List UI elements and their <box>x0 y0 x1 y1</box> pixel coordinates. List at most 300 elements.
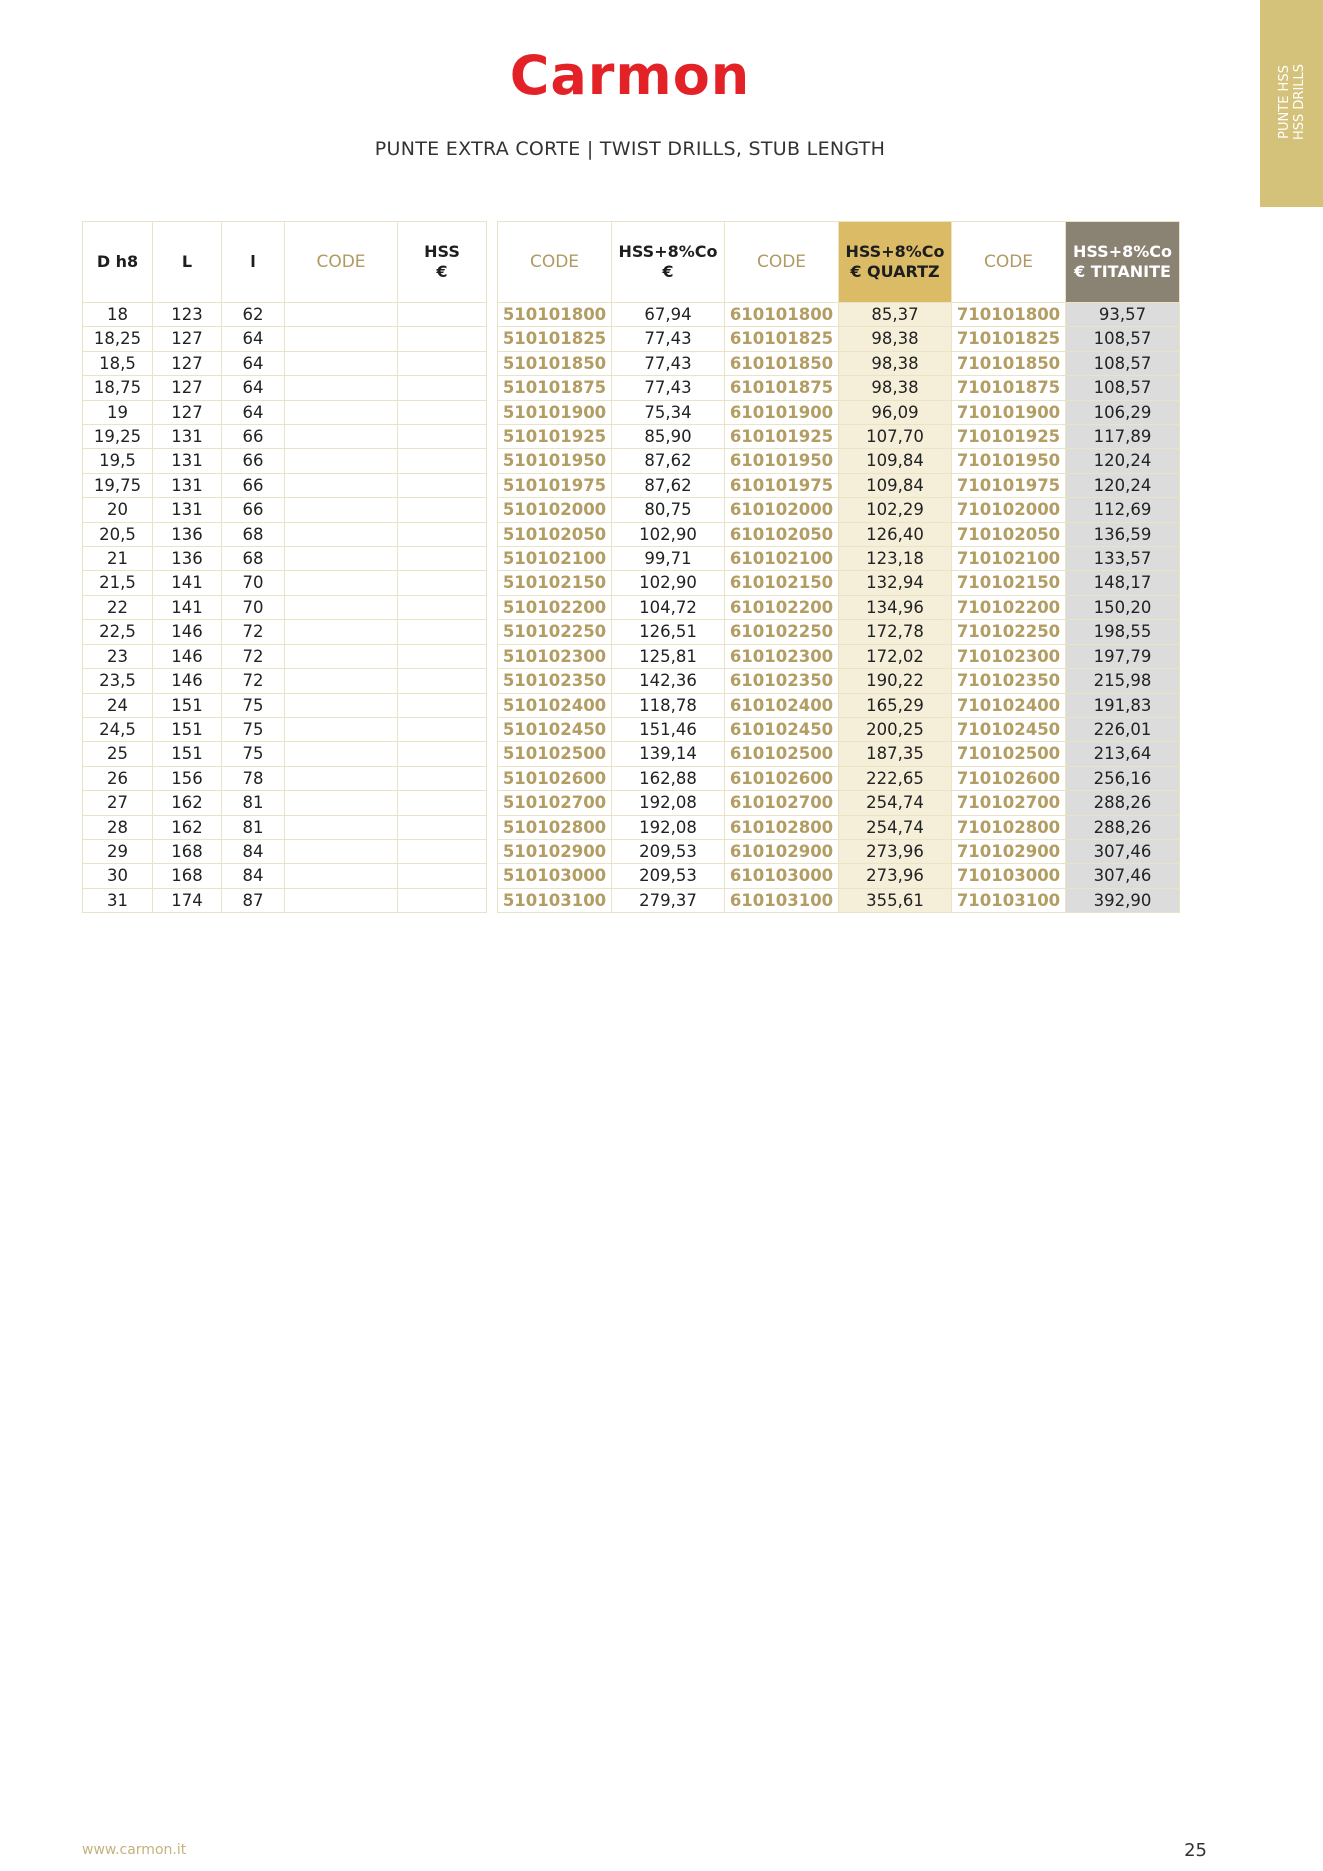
cell-length-total: 136 <box>153 547 222 571</box>
cell-code <box>285 522 398 546</box>
cell-code-quartz: 610102900 <box>725 839 839 863</box>
cell-length-flute: 66 <box>222 473 285 497</box>
cell-code-titanite: 710102150 <box>952 571 1066 595</box>
cell-code-titanite: 710101900 <box>952 400 1066 424</box>
col-header-hss-co-price: HSS+8%Co € <box>612 222 725 303</box>
cell-quartz-price: 187,35 <box>839 742 952 766</box>
cell-code-titanite: 710101975 <box>952 473 1066 497</box>
cell-hss-price <box>398 742 487 766</box>
cell-length-flute: 78 <box>222 766 285 790</box>
col-header-hss-price <box>398 222 487 303</box>
table-row <box>83 473 487 497</box>
table-row <box>83 864 487 888</box>
cell-diameter: 19 <box>83 400 153 424</box>
cell-hss-co-price: 87,62 <box>612 449 725 473</box>
cell-quartz-price: 107,70 <box>839 425 952 449</box>
table-row <box>498 327 1180 351</box>
cell-hss-price <box>398 351 487 375</box>
cell-code-hss-co: 510102500 <box>498 742 612 766</box>
cell-code-hss-co: 510102900 <box>498 839 612 863</box>
cell-hss-co-price: 77,43 <box>612 376 725 400</box>
cell-code-quartz: 610102250 <box>725 620 839 644</box>
cell-code <box>285 815 398 839</box>
cell-code <box>285 595 398 619</box>
table-row <box>83 400 487 424</box>
table-row <box>498 303 1180 327</box>
cell-titanite-price: 120,24 <box>1066 473 1180 497</box>
cell-hss-price <box>398 693 487 717</box>
cell-diameter: 19,25 <box>83 425 153 449</box>
cell-hss-price <box>398 522 487 546</box>
cell-hss-co-price: 104,72 <box>612 595 725 619</box>
cell-hss-co-price: 75,34 <box>612 400 725 424</box>
col-header-diameter: D h8 <box>83 222 153 303</box>
cell-hss-co-price: 80,75 <box>612 498 725 522</box>
cell-length-flute: 75 <box>222 742 285 766</box>
cell-hss-price <box>398 766 487 790</box>
table-row <box>498 669 1180 693</box>
table-row <box>498 888 1180 912</box>
header-row <box>83 222 487 303</box>
table-row <box>83 742 487 766</box>
cell-quartz-price: 109,84 <box>839 473 952 497</box>
table-row <box>498 449 1180 473</box>
cell-code-quartz: 610102000 <box>725 498 839 522</box>
cell-code-titanite: 710102050 <box>952 522 1066 546</box>
cell-hss-co-price: 126,51 <box>612 620 725 644</box>
col-header-quartz-price: HSS+8%Co € QUARTZ <box>839 222 952 303</box>
cell-diameter: 30 <box>83 864 153 888</box>
cell-code <box>285 376 398 400</box>
cell-diameter: 18,5 <box>83 351 153 375</box>
cell-diameter: 20,5 <box>83 522 153 546</box>
cell-titanite-price: 215,98 <box>1066 669 1180 693</box>
cell-titanite-price: 256,16 <box>1066 766 1180 790</box>
cell-code <box>285 400 398 424</box>
cell-code-quartz: 610102350 <box>725 669 839 693</box>
cell-quartz-price: 254,74 <box>839 791 952 815</box>
cell-code-hss-co: 510101850 <box>498 351 612 375</box>
cell-code-titanite: 710101825 <box>952 327 1066 351</box>
cell-length-total: 131 <box>153 473 222 497</box>
cell-length-flute: 72 <box>222 669 285 693</box>
cell-code-hss-co: 510101925 <box>498 425 612 449</box>
table-row <box>83 669 487 693</box>
cell-hss-price <box>398 791 487 815</box>
cell-quartz-price: 123,18 <box>839 547 952 571</box>
cell-length-total: 136 <box>153 522 222 546</box>
cell-code <box>285 791 398 815</box>
cell-code-quartz: 610101875 <box>725 376 839 400</box>
cell-diameter: 21,5 <box>83 571 153 595</box>
table-row <box>83 498 487 522</box>
cell-quartz-price: 355,61 <box>839 888 952 912</box>
cell-length-flute: 64 <box>222 351 285 375</box>
cell-diameter: 26 <box>83 766 153 790</box>
cell-hss-price <box>398 620 487 644</box>
cell-code-quartz: 610102700 <box>725 791 839 815</box>
cell-hss-co-price: 151,46 <box>612 717 725 741</box>
cell-code-quartz: 610103000 <box>725 864 839 888</box>
hss-label: HSS <box>424 242 460 261</box>
cell-code-titanite: 710102500 <box>952 742 1066 766</box>
cell-code-titanite: 710101925 <box>952 425 1066 449</box>
cell-titanite-price: 307,46 <box>1066 864 1180 888</box>
table-row <box>83 522 487 546</box>
cell-diameter: 18 <box>83 303 153 327</box>
cell-code-hss-co: 510101875 <box>498 376 612 400</box>
cell-code-quartz: 610101900 <box>725 400 839 424</box>
cell-titanite-price: 136,59 <box>1066 522 1180 546</box>
table-row <box>498 644 1180 668</box>
cell-hss-price <box>398 449 487 473</box>
table-row <box>83 327 487 351</box>
cell-code <box>285 327 398 351</box>
cell-diameter: 24,5 <box>83 717 153 741</box>
cell-quartz-price: 85,37 <box>839 303 952 327</box>
cell-length-total: 151 <box>153 717 222 741</box>
cell-code-titanite: 710102900 <box>952 839 1066 863</box>
cell-titanite-price: 392,90 <box>1066 888 1180 912</box>
cell-titanite-price: 148,17 <box>1066 571 1180 595</box>
cell-length-flute: 64 <box>222 400 285 424</box>
cell-diameter: 18,25 <box>83 327 153 351</box>
cell-hss-co-price: 209,53 <box>612 864 725 888</box>
section-tab <box>1260 0 1323 207</box>
table-row <box>498 571 1180 595</box>
col-header-length-total: L <box>153 222 222 303</box>
cell-code-titanite: 710102100 <box>952 547 1066 571</box>
col-header-code: CODE <box>952 222 1066 303</box>
col-header-titanite-price: HSS+8%Co € TITANITE <box>1066 222 1180 303</box>
cell-code-quartz: 610101825 <box>725 327 839 351</box>
cell-length-flute: 84 <box>222 839 285 863</box>
cell-hss-price <box>398 644 487 668</box>
table-row <box>498 351 1180 375</box>
cell-code-hss-co: 510102450 <box>498 717 612 741</box>
cell-diameter: 23,5 <box>83 669 153 693</box>
cell-length-total: 146 <box>153 669 222 693</box>
cell-quartz-price: 126,40 <box>839 522 952 546</box>
cell-length-total: 168 <box>153 839 222 863</box>
table-row <box>498 473 1180 497</box>
cell-diameter: 18,75 <box>83 376 153 400</box>
cell-titanite-price: 106,29 <box>1066 400 1180 424</box>
table-row <box>83 425 487 449</box>
cell-length-flute: 72 <box>222 644 285 668</box>
cell-titanite-price: 112,69 <box>1066 498 1180 522</box>
table-row <box>83 815 487 839</box>
cell-length-total: 146 <box>153 620 222 644</box>
table-row <box>498 498 1180 522</box>
cell-code-hss-co: 510103100 <box>498 888 612 912</box>
table-row <box>83 693 487 717</box>
cell-diameter: 23 <box>83 644 153 668</box>
table-row <box>498 693 1180 717</box>
cell-length-flute: 66 <box>222 498 285 522</box>
cell-hss-price <box>398 717 487 741</box>
cell-code-titanite: 710102400 <box>952 693 1066 717</box>
cell-code <box>285 571 398 595</box>
cell-code <box>285 766 398 790</box>
cell-length-flute: 70 <box>222 571 285 595</box>
cell-hss-co-price: 99,71 <box>612 547 725 571</box>
cell-hss-price <box>398 571 487 595</box>
cell-hss-price <box>398 595 487 619</box>
cell-length-flute: 87 <box>222 888 285 912</box>
cell-code <box>285 669 398 693</box>
cell-quartz-price: 132,94 <box>839 571 952 595</box>
table-row <box>83 766 487 790</box>
table-row <box>83 303 487 327</box>
cell-code-hss-co: 510102600 <box>498 766 612 790</box>
cell-length-total: 123 <box>153 303 222 327</box>
cell-hss-price <box>398 547 487 571</box>
cell-length-total: 127 <box>153 327 222 351</box>
cell-hss-price <box>398 888 487 912</box>
cell-code-hss-co: 510101950 <box>498 449 612 473</box>
cell-code-titanite: 710102200 <box>952 595 1066 619</box>
cell-code-hss-co: 510102200 <box>498 595 612 619</box>
table-row <box>83 449 487 473</box>
cell-code-hss-co: 510101975 <box>498 473 612 497</box>
cell-diameter: 21 <box>83 547 153 571</box>
cell-code-hss-co: 510102150 <box>498 571 612 595</box>
cell-code-titanite: 710102450 <box>952 717 1066 741</box>
cell-code-quartz: 610101975 <box>725 473 839 497</box>
cell-code <box>285 839 398 863</box>
table-row <box>498 864 1180 888</box>
cell-code-titanite: 710103000 <box>952 864 1066 888</box>
cell-hss-co-price: 162,88 <box>612 766 725 790</box>
table-row <box>498 522 1180 546</box>
cell-length-total: 141 <box>153 595 222 619</box>
cell-titanite-price: 213,64 <box>1066 742 1180 766</box>
cell-hss-co-price: 279,37 <box>612 888 725 912</box>
cell-titanite-price: 150,20 <box>1066 595 1180 619</box>
cell-length-flute: 64 <box>222 327 285 351</box>
cell-quartz-price: 98,38 <box>839 376 952 400</box>
cell-code-titanite: 710101850 <box>952 351 1066 375</box>
cell-quartz-price: 134,96 <box>839 595 952 619</box>
cell-length-total: 168 <box>153 864 222 888</box>
cell-code-quartz: 610102050 <box>725 522 839 546</box>
cell-quartz-price: 273,96 <box>839 864 952 888</box>
cell-code <box>285 547 398 571</box>
cell-hss-co-price: 102,90 <box>612 522 725 546</box>
table-row <box>498 547 1180 571</box>
section-tab-line2: HSS DRILLS <box>1291 63 1307 141</box>
cell-diameter: 19,5 <box>83 449 153 473</box>
cell-length-total: 141 <box>153 571 222 595</box>
cell-hss-co-price: 77,43 <box>612 327 725 351</box>
cell-length-flute: 75 <box>222 693 285 717</box>
cell-code-titanite: 710102700 <box>952 791 1066 815</box>
cell-diameter: 20 <box>83 498 153 522</box>
col-header-code: CODE <box>498 222 612 303</box>
cell-code-hss-co: 510102400 <box>498 693 612 717</box>
cell-hss-price <box>398 376 487 400</box>
cell-code-titanite: 710102000 <box>952 498 1066 522</box>
cell-length-total: 131 <box>153 449 222 473</box>
cell-quartz-price: 172,02 <box>839 644 952 668</box>
cell-code-titanite: 710101950 <box>952 449 1066 473</box>
table-row <box>498 717 1180 741</box>
cell-hss-co-price: 192,08 <box>612 791 725 815</box>
cell-titanite-price: 108,57 <box>1066 376 1180 400</box>
cell-length-flute: 68 <box>222 547 285 571</box>
cell-hss-price <box>398 864 487 888</box>
table-row <box>83 620 487 644</box>
cell-code-quartz: 610102400 <box>725 693 839 717</box>
cell-code-quartz: 610102500 <box>725 742 839 766</box>
cell-hss-price <box>398 815 487 839</box>
cell-length-flute: 70 <box>222 595 285 619</box>
cell-code-quartz: 610102150 <box>725 571 839 595</box>
cell-length-total: 127 <box>153 376 222 400</box>
table-row <box>83 547 487 571</box>
cell-quartz-price: 109,84 <box>839 449 952 473</box>
cell-length-total: 174 <box>153 888 222 912</box>
table-row <box>83 571 487 595</box>
cell-code-quartz: 610102800 <box>725 815 839 839</box>
cell-code <box>285 693 398 717</box>
cell-hss-co-price: 67,94 <box>612 303 725 327</box>
dimensions-table <box>82 221 487 913</box>
cell-code-titanite: 710102800 <box>952 815 1066 839</box>
cell-length-total: 151 <box>153 742 222 766</box>
cell-hss-price <box>398 669 487 693</box>
cell-titanite-price: 226,01 <box>1066 717 1180 741</box>
cell-code-hss-co: 510101825 <box>498 327 612 351</box>
cell-hss-co-price: 209,53 <box>612 839 725 863</box>
table-row <box>498 400 1180 424</box>
cell-hss-co-price: 102,90 <box>612 571 725 595</box>
cell-titanite-price: 120,24 <box>1066 449 1180 473</box>
cell-hss-co-price: 118,78 <box>612 693 725 717</box>
cell-titanite-price: 117,89 <box>1066 425 1180 449</box>
cell-quartz-price: 102,29 <box>839 498 952 522</box>
cell-code-hss-co: 510102000 <box>498 498 612 522</box>
section-tab-label <box>1277 32 1307 172</box>
cell-length-total: 162 <box>153 791 222 815</box>
cell-hss-price <box>398 327 487 351</box>
cell-code-quartz: 610102600 <box>725 766 839 790</box>
cell-code-quartz: 610102200 <box>725 595 839 619</box>
cell-length-flute: 68 <box>222 522 285 546</box>
cell-code-hss-co: 510102700 <box>498 791 612 815</box>
cell-quartz-price: 190,22 <box>839 669 952 693</box>
cell-quartz-price: 172,78 <box>839 620 952 644</box>
table-row <box>498 620 1180 644</box>
cell-length-total: 127 <box>153 351 222 375</box>
cell-code <box>285 449 398 473</box>
cell-diameter: 22,5 <box>83 620 153 644</box>
cell-hss-co-price: 125,81 <box>612 644 725 668</box>
cell-titanite-price: 288,26 <box>1066 791 1180 815</box>
cell-diameter: 29 <box>83 839 153 863</box>
cell-code-hss-co: 510102100 <box>498 547 612 571</box>
cell-code-titanite: 710102250 <box>952 620 1066 644</box>
cell-length-total: 127 <box>153 400 222 424</box>
page-subtitle: PUNTE EXTRA CORTE | TWIST DRILLS, STUB LENGTH <box>374 138 886 160</box>
cell-diameter: 19,75 <box>83 473 153 497</box>
cell-length-total: 162 <box>153 815 222 839</box>
cell-code-hss-co: 510102350 <box>498 669 612 693</box>
cell-length-flute: 72 <box>222 620 285 644</box>
table-row <box>83 351 487 375</box>
cell-diameter: 28 <box>83 815 153 839</box>
cell-length-flute: 75 <box>222 717 285 741</box>
cell-hss-price <box>398 473 487 497</box>
table-row <box>498 815 1180 839</box>
cell-quartz-price: 98,38 <box>839 351 952 375</box>
cell-length-flute: 81 <box>222 815 285 839</box>
cell-code-quartz: 610101925 <box>725 425 839 449</box>
cell-length-flute: 81 <box>222 791 285 815</box>
cell-code-quartz: 610101950 <box>725 449 839 473</box>
cell-code-titanite: 710102300 <box>952 644 1066 668</box>
cell-diameter: 25 <box>83 742 153 766</box>
cell-code <box>285 864 398 888</box>
cell-length-flute: 66 <box>222 425 285 449</box>
cell-diameter: 22 <box>83 595 153 619</box>
table-row <box>498 595 1180 619</box>
cell-diameter: 24 <box>83 693 153 717</box>
cell-code-quartz: 610102450 <box>725 717 839 741</box>
footer-url: www.carmon.it <box>82 1842 187 1858</box>
table-row <box>83 595 487 619</box>
cell-hss-co-price: 142,36 <box>612 669 725 693</box>
cell-length-total: 131 <box>153 425 222 449</box>
cell-code-hss-co: 510101800 <box>498 303 612 327</box>
cell-titanite-price: 198,55 <box>1066 620 1180 644</box>
cell-code-quartz: 610103100 <box>725 888 839 912</box>
cell-code-hss-co: 510102300 <box>498 644 612 668</box>
cell-code-hss-co: 510102050 <box>498 522 612 546</box>
table-row <box>83 888 487 912</box>
table-row <box>83 791 487 815</box>
cell-code <box>285 498 398 522</box>
cell-code-hss-co: 510101900 <box>498 400 612 424</box>
table-row <box>498 791 1180 815</box>
cell-code <box>285 717 398 741</box>
cell-length-flute: 84 <box>222 864 285 888</box>
cell-length-total: 151 <box>153 693 222 717</box>
cell-length-flute: 64 <box>222 376 285 400</box>
cell-titanite-price: 307,46 <box>1066 839 1180 863</box>
cell-code <box>285 888 398 912</box>
cell-code-quartz: 610101800 <box>725 303 839 327</box>
cell-code-titanite: 710101800 <box>952 303 1066 327</box>
cell-titanite-price: 133,57 <box>1066 547 1180 571</box>
cell-hss-co-price: 87,62 <box>612 473 725 497</box>
cell-quartz-price: 254,74 <box>839 815 952 839</box>
cell-code-titanite: 710101875 <box>952 376 1066 400</box>
cell-hss-price <box>398 498 487 522</box>
table-row <box>83 644 487 668</box>
cell-titanite-price: 93,57 <box>1066 303 1180 327</box>
col-header-code: CODE <box>285 222 398 303</box>
cell-code <box>285 425 398 449</box>
cell-code <box>285 473 398 497</box>
cell-quartz-price: 96,09 <box>839 400 952 424</box>
table-row <box>498 742 1180 766</box>
euro-label: € <box>436 262 448 281</box>
cell-hss-price <box>398 303 487 327</box>
cell-code-titanite: 710103100 <box>952 888 1066 912</box>
table-row <box>498 766 1180 790</box>
